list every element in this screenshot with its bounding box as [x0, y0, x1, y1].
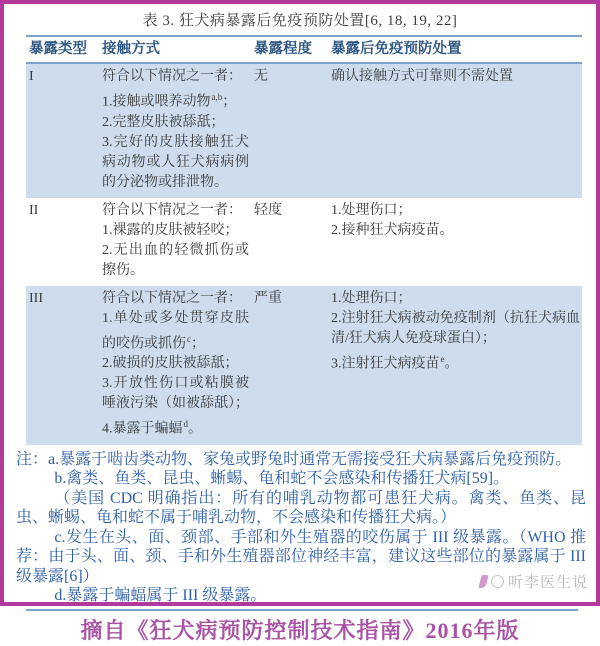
- col-header-exposure-degree: 暴露程度: [251, 36, 328, 63]
- contact-item: [102, 309, 249, 355]
- note-ref: d: [183, 419, 188, 430]
- table-header: [26, 36, 582, 63]
- contact-item-tail: ；: [191, 336, 205, 352]
- treatment-item: 2.注射狂犬病被动免疫制剂（抗狂犬病血清/狂犬病人免疫球蛋白）；: [331, 310, 580, 346]
- contact-item: 2.完整皮肤被舔舐；: [102, 114, 225, 130]
- cell-exposure-type: I: [29, 69, 34, 84]
- treatment-item: 2.接种狂犬病疫苗。: [331, 222, 454, 238]
- cell-exposure-degree: 严重: [254, 290, 282, 306]
- footnote-b-cdc: （美国 CDC 明确指出：所有的哺乳动物都可患狂犬病。禽类、鱼类、昆虫、蜥蜴、龟和蛇不属于哺乳动物，不会感染和传播狂犬病。）: [16, 489, 586, 527]
- contact-item: 3.开放性伤口或粘膜被唾液污染（如被舔舐）；: [102, 376, 249, 412]
- contact-item-text: 1.单处或多处贯穿皮肤的咬伤或抓伤: [102, 310, 249, 352]
- footnote-d: d.暴露于蝙蝠属于 III 级暴露。: [54, 587, 267, 605]
- contact-item-text: 1.接触或喂养动物: [102, 94, 211, 110]
- contact-intro: 符合以下情况之一者：: [102, 202, 242, 218]
- cell-exposure-degree: 轻度: [254, 202, 282, 218]
- table-body: [26, 63, 582, 445]
- table-title: 表 3. 狂犬病暴露后免疫预防处置[6, 18, 19, 22]: [142, 13, 458, 29]
- col-header-treatment: 暴露后免疫预防处置: [328, 36, 582, 63]
- footnote-a: 注：a.暴露于啮齿类动物、家兔或野兔时通常无需接受狂犬病暴露后免疫预防。: [16, 450, 572, 468]
- treatment-item-text: 3.注射狂犬病疫苗: [331, 356, 440, 372]
- contact-item: 3.完好的皮肤接触狂犬病动物或人狂犬病病例的分泌物或排泄物。: [102, 134, 249, 190]
- header-row: [26, 36, 582, 63]
- cell-exposure-type: II: [29, 202, 39, 218]
- treatment-item: [331, 349, 580, 375]
- cell-exposure-type: III: [29, 290, 43, 306]
- contact-intro: 符合以下情况之一者：: [102, 69, 242, 84]
- contact-item: [102, 87, 249, 113]
- contact-intro: 符合以下情况之一者：: [102, 290, 242, 306]
- treatment-item-tail: 。: [444, 356, 459, 372]
- treatment-item: 1.处理伤口；: [331, 202, 412, 218]
- note-ref: a,b: [211, 92, 223, 102]
- table-row-category-1: [26, 63, 582, 198]
- table-row-category-3: [26, 286, 582, 445]
- cell-treatment: [328, 286, 582, 445]
- contact-item-tail: ；: [222, 94, 237, 110]
- contact-item: 1.裸露的皮肤被轻咬；: [102, 222, 239, 238]
- footnote-c: c.发生在头、面、颈部、手部和外生殖器的咬伤属于 III 级暴露。（WHO 推荐：由于头、面、颈、手和外生殖器部位神经丰富，建议这些部位的暴露属于 III 级暴露[6]）: [16, 528, 586, 585]
- watermark-logo-icon: [491, 575, 504, 588]
- footnote-b: b.禽类、鱼类、昆虫、蜥蜴、龟和蛇不会感染和传播狂犬病[59]。: [54, 470, 510, 488]
- exposure-table: [26, 35, 582, 445]
- note-ref: e: [440, 353, 445, 364]
- contact-item-tail: 。: [188, 421, 202, 437]
- col-header-exposure-type: 暴露类型: [26, 36, 99, 63]
- contact-item: 2.无出血的轻微抓伤或擦伤。: [102, 242, 249, 278]
- cell-contact-mode: [99, 198, 251, 286]
- watermark: [480, 571, 588, 592]
- treatment-item: 确认接触方式可靠则不需处置: [331, 69, 513, 84]
- watermark-ribbon-icon: [478, 575, 488, 588]
- source-caption: 摘自《狂犬病预防控制技术指南》2016年版: [80, 617, 520, 643]
- col-header-contact-mode: 接触方式: [99, 36, 251, 63]
- treatment-item: 1.处理伤口；: [331, 290, 412, 306]
- cell-contact-mode: [99, 286, 251, 445]
- contact-item: [102, 414, 249, 440]
- note-ref: c: [187, 333, 191, 344]
- cell-treatment: [328, 63, 582, 198]
- table-bottom-rule: [26, 609, 578, 611]
- table-row-category-2: [26, 198, 582, 286]
- contact-item: 2.破损的皮肤被舔舐；: [102, 356, 239, 372]
- contact-item-text: 4.暴露于蝙蝠: [102, 421, 183, 437]
- watermark-text: 听李医生说: [507, 574, 588, 591]
- cell-contact-mode: [99, 63, 251, 198]
- cell-treatment: [328, 198, 582, 286]
- cell-exposure-degree: 无: [254, 69, 268, 84]
